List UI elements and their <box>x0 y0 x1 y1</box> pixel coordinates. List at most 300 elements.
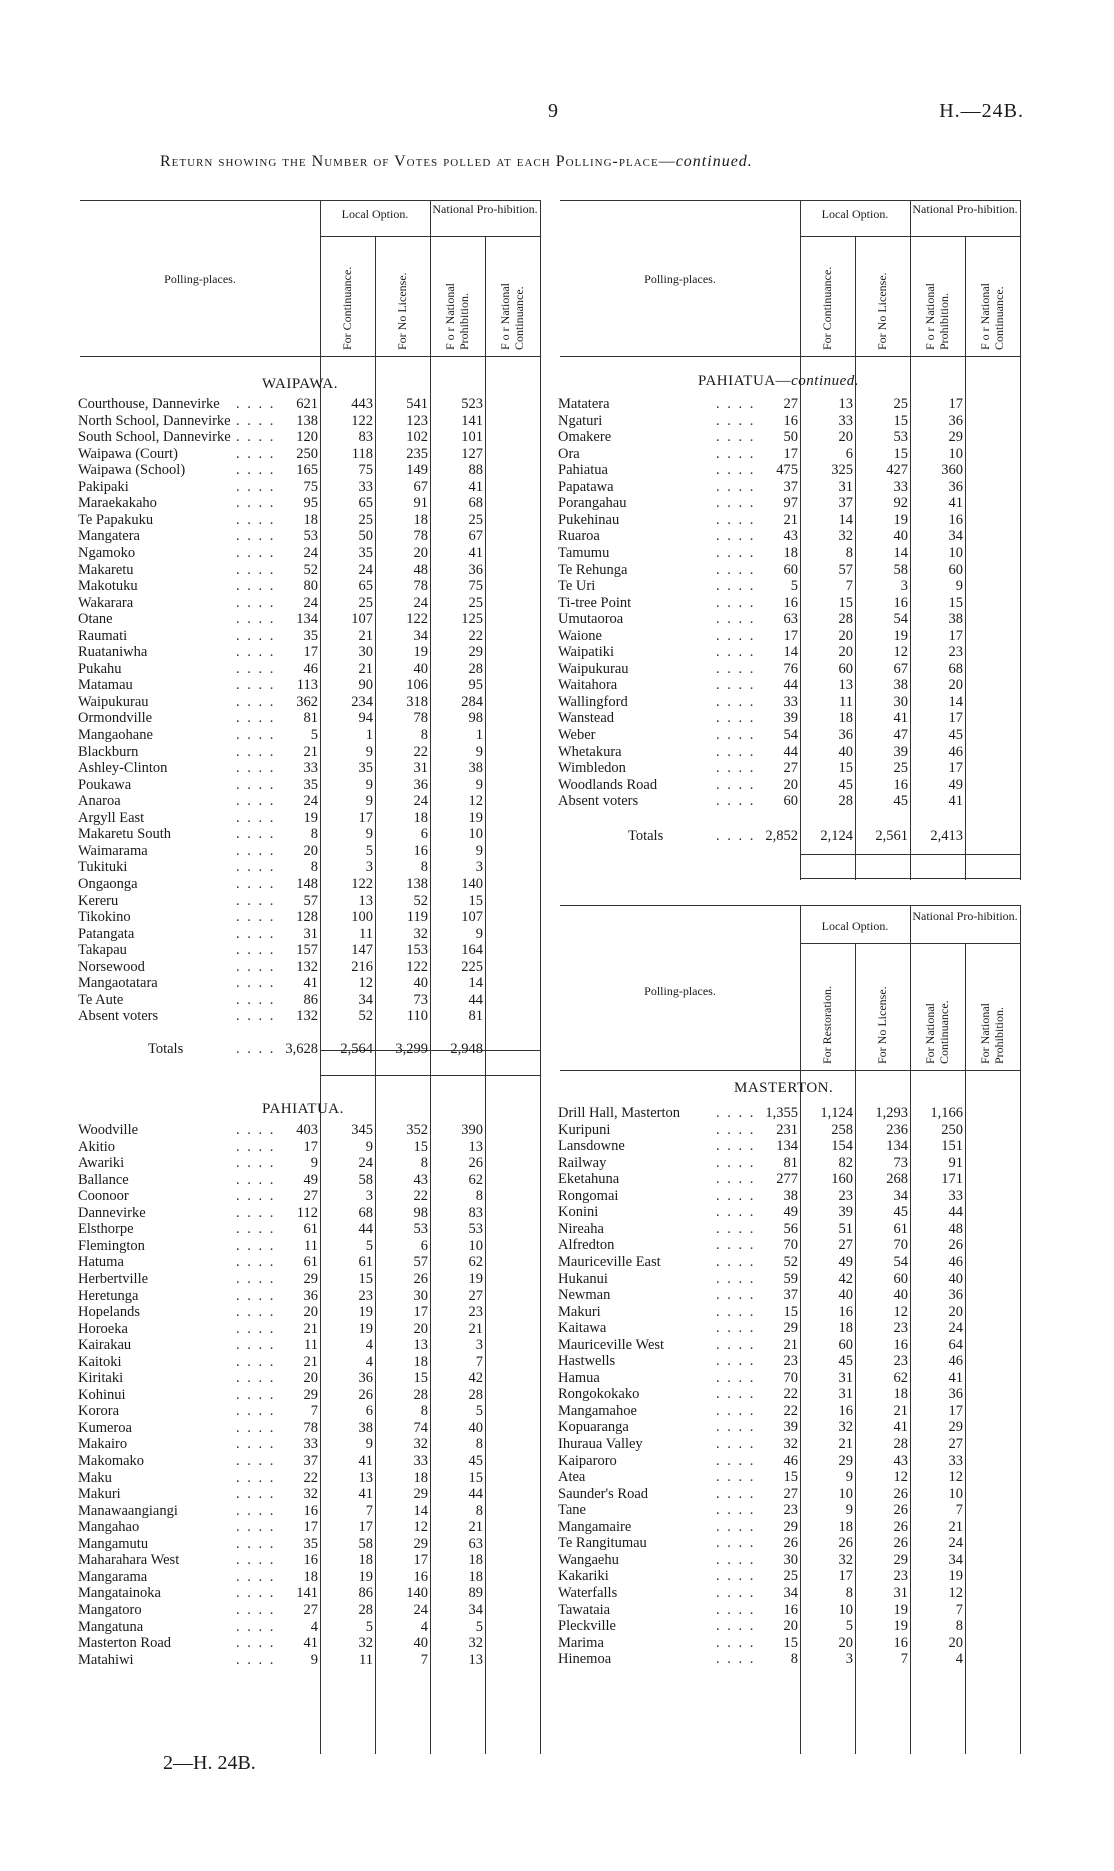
vote-count: 41 <box>468 478 483 495</box>
polling-place-name: Waitahora <box>558 677 618 694</box>
vote-count: 149 <box>406 462 428 479</box>
leader-dots: . . . . <box>236 1601 276 1618</box>
polling-place-name: Te Aute <box>78 991 124 1008</box>
leader-dots: . . . . <box>716 1171 756 1188</box>
vote-count: 148 <box>296 875 318 892</box>
vote-count: 16 <box>783 412 798 429</box>
leader-dots: . . . . <box>716 429 756 446</box>
vote-count: 107 <box>461 909 483 926</box>
vote-count: 17 <box>303 1519 318 1536</box>
vote-count: 81 <box>303 710 318 727</box>
vote-count: 3 <box>900 578 908 595</box>
vote-count: 17 <box>358 1519 373 1536</box>
leader-dots: . . . . <box>716 1469 756 1486</box>
polling-place-name: Hukanui <box>558 1270 608 1287</box>
vote-count: 18 <box>303 511 318 528</box>
vote-count: 5 <box>365 1618 373 1635</box>
vote-count: 138 <box>406 875 428 892</box>
polling-place-name: Matahiwi <box>78 1651 134 1668</box>
polling-place-name: Pakipaki <box>78 478 129 495</box>
vote-count: 3 <box>365 859 373 876</box>
polling-place-name: Umutaoroa <box>558 611 624 628</box>
vote-count: 9 <box>365 776 373 793</box>
vote-count: 8 <box>845 1584 853 1601</box>
leader-dots: . . . . <box>236 1419 276 1436</box>
vote-count: 46 <box>783 1452 798 1469</box>
vote-count: 12 <box>893 644 908 661</box>
vote-count: 27 <box>783 1485 798 1502</box>
vote-count: 164 <box>461 942 483 959</box>
leader-dots: . . . . <box>716 1502 756 1519</box>
vote-count: 26 <box>838 1535 853 1552</box>
leader-dots: . . . . <box>236 991 276 1008</box>
vote-count: 8 <box>790 1651 798 1668</box>
polling-place-name: Mauriceville West <box>558 1336 665 1353</box>
polling-place-name: Horoeka <box>78 1320 128 1337</box>
leader-dots: . . . . <box>716 478 756 495</box>
vote-count: 30 <box>783 1551 798 1568</box>
vote-count: 17 <box>303 644 318 661</box>
leader-dots: . . . . <box>236 1204 276 1221</box>
leader-dots: . . . . <box>236 1519 276 1536</box>
polling-place-name: Kuripuni <box>558 1121 611 1138</box>
vote-count: 7 <box>900 1651 908 1668</box>
polling-place-name: Waione <box>558 627 602 644</box>
polling-place-name: Tane <box>558 1502 586 1519</box>
leader-dots: . . . . <box>236 644 276 661</box>
vote-count: 33 <box>893 478 908 495</box>
leader-dots: . . . . <box>236 544 276 561</box>
leader-dots: . . . . <box>716 1353 756 1370</box>
polling-place-name: Ngaturi <box>558 412 603 429</box>
vote-count: 25 <box>893 396 908 412</box>
leader-dots: . . . . <box>716 627 756 644</box>
leader-dots: . . . . <box>236 1618 276 1635</box>
vote-count: 20 <box>838 1634 853 1651</box>
vote-count: 8 <box>310 826 318 843</box>
right-divider-4 <box>965 236 966 880</box>
vote-count: 29 <box>893 1551 908 1568</box>
vote-count: 91 <box>413 495 428 512</box>
leader-dots: . . . . <box>236 875 276 892</box>
vote-count: 59 <box>783 1270 798 1287</box>
left-for-national-prohibition-label: F o r National Prohibition. <box>443 283 471 350</box>
vote-count: 32 <box>838 1419 853 1436</box>
polling-place-name: Weber <box>558 727 596 743</box>
vote-count: 13 <box>413 1337 428 1354</box>
vote-count: 29 <box>303 1270 318 1287</box>
vote-count: 78 <box>413 528 428 545</box>
vote-count: 8 <box>475 1436 483 1453</box>
total-count: 2,852 <box>765 827 798 844</box>
vote-count: 57 <box>413 1254 428 1271</box>
vote-count: 9 <box>310 1651 318 1668</box>
leader-dots: . . . . <box>716 1402 756 1419</box>
vote-count: 39 <box>783 710 798 727</box>
vote-count: 345 <box>351 1122 373 1138</box>
polling-place-name: Mangaotatara <box>78 975 158 992</box>
vote-count: 4 <box>365 1337 373 1354</box>
vote-count: 26 <box>948 1237 963 1254</box>
masterton-divider-2 <box>855 943 856 1754</box>
polling-place-name: Kairakau <box>78 1337 132 1354</box>
leader-dots: . . . . <box>236 412 276 429</box>
total-count: 2,413 <box>930 827 963 844</box>
vote-count: 38 <box>358 1419 373 1436</box>
polling-place-name: Ruataniwha <box>78 644 148 661</box>
vote-count: 10 <box>948 1485 963 1502</box>
left-national-prohibition-header: National Pro-hibition. <box>432 202 538 216</box>
polling-place-name: Kaiparoro <box>558 1452 617 1469</box>
leader-dots: . . . . <box>236 1552 276 1569</box>
vote-count: 41 <box>468 544 483 561</box>
vote-count: 523 <box>461 396 483 412</box>
vote-count: 38 <box>468 760 483 777</box>
vote-count: 41 <box>948 1369 963 1386</box>
vote-count: 258 <box>831 1121 853 1138</box>
vote-count: 11 <box>839 693 853 710</box>
leader-dots: . . . . <box>716 462 756 479</box>
vote-count: 122 <box>351 412 373 429</box>
total-count: 2,561 <box>875 827 908 844</box>
vote-count: 32 <box>468 1635 483 1652</box>
vote-count: 15 <box>893 412 908 429</box>
polling-place-name: Maharahara West <box>78 1552 180 1569</box>
right-totals-bottom-rule <box>800 878 1020 879</box>
vote-count: 60 <box>893 1270 908 1287</box>
vote-count: 62 <box>468 1171 483 1188</box>
vote-count: 112 <box>296 1204 318 1221</box>
vote-count: 44 <box>948 1204 963 1221</box>
vote-count: 33 <box>413 1453 428 1469</box>
masterton-national-prohibition-header: National Pro-hibition. <box>912 909 1018 923</box>
polling-place-name: Ngamoko <box>78 544 136 561</box>
polling-place-name: Woodville <box>78 1122 139 1138</box>
polling-place-name: Maku <box>78 1469 112 1486</box>
vote-count: 10 <box>468 1237 483 1254</box>
leader-dots: . . . . <box>236 660 276 677</box>
vote-count: 18 <box>838 1320 853 1337</box>
vote-count: 86 <box>358 1585 373 1602</box>
vote-count: 8 <box>420 859 428 876</box>
section-title-waipawa: WAIPAWA. <box>262 376 338 392</box>
vote-count: 31 <box>413 760 428 777</box>
vote-count: 25 <box>783 1568 798 1585</box>
left-divider-5 <box>540 200 541 1754</box>
polling-place-name: Kohinui <box>78 1386 126 1403</box>
vote-count: 23 <box>893 1320 908 1337</box>
vote-count: 20 <box>838 627 853 644</box>
vote-count: 15 <box>838 594 853 611</box>
polling-place-name: Omakere <box>558 429 612 446</box>
vote-count: 28 <box>468 660 483 677</box>
vote-count: 100 <box>351 909 373 926</box>
vote-count: 18 <box>468 1568 483 1585</box>
vote-count: 29 <box>838 1452 853 1469</box>
vote-count: 82 <box>838 1154 853 1171</box>
polling-place-name: Mangaohane <box>78 727 153 743</box>
polling-place-name: Makomako <box>78 1453 145 1469</box>
vote-count: 23 <box>893 1353 908 1370</box>
vote-count: 63 <box>783 611 798 628</box>
polling-place-name: Kumeroa <box>78 1419 132 1436</box>
leader-dots: . . . . <box>236 1221 276 1238</box>
leader-dots: . . . . <box>236 1535 276 1552</box>
vote-count: 29 <box>948 429 963 446</box>
polling-place-name: Mangamahoe <box>558 1402 637 1419</box>
right-for-no-license-label: For No License. <box>875 272 889 350</box>
vote-count: 34 <box>893 1187 908 1204</box>
vote-count: 15 <box>783 1303 798 1320</box>
polling-place-name: Kereru <box>78 892 119 909</box>
vote-count: 140 <box>461 875 483 892</box>
vote-count: 32 <box>303 1486 318 1503</box>
vote-count: 7 <box>955 1502 963 1519</box>
vote-count: 141 <box>461 412 483 429</box>
vote-count: 58 <box>358 1171 373 1188</box>
leader-dots: . . . . <box>236 1287 276 1304</box>
vote-count: 7 <box>310 1403 318 1420</box>
vote-count: 60 <box>838 1336 853 1353</box>
right-group-rule <box>800 236 1020 237</box>
vote-count: 28 <box>838 611 853 628</box>
polling-place-name: Anaroa <box>78 793 121 810</box>
vote-count: 16 <box>893 1336 908 1353</box>
leader-dots: . . . . <box>716 1651 756 1668</box>
vote-count: 20 <box>948 677 963 694</box>
vote-count: 32 <box>358 1635 373 1652</box>
vote-count: 9 <box>365 1138 373 1155</box>
vote-count: 24 <box>413 1601 428 1618</box>
vote-count: 9 <box>365 1436 373 1453</box>
vote-count: 53 <box>468 1221 483 1238</box>
polling-place-name: Kopuaranga <box>558 1419 629 1436</box>
vote-count: 61 <box>303 1221 318 1238</box>
vote-count: 9 <box>955 578 963 595</box>
polling-place-name: Te Rehunga <box>558 561 628 578</box>
vote-count: 5 <box>310 727 318 743</box>
vote-count: 20 <box>838 429 853 446</box>
leader-dots: . . . . <box>236 1436 276 1453</box>
right-for-national-prohibition-label: F o r National Prohibition. <box>923 283 951 350</box>
polling-place-name: Pukahu <box>78 660 122 677</box>
polling-place-name: Raumati <box>78 627 128 644</box>
leader-dots: . . . . <box>716 1187 756 1204</box>
vote-count: 25 <box>468 511 483 528</box>
vote-count: 17 <box>413 1304 428 1321</box>
leader-dots: . . . . <box>716 1551 756 1568</box>
vote-count: 49 <box>783 1204 798 1221</box>
masterton-header-top-rule <box>560 905 1020 906</box>
vote-count: 73 <box>893 1154 908 1171</box>
leader-dots: . . . . <box>236 1008 276 1025</box>
vote-count: 20 <box>948 1303 963 1320</box>
vote-count: 54 <box>893 1253 908 1270</box>
leader-dots: . . . . <box>236 975 276 992</box>
vote-count: 67 <box>413 478 428 495</box>
vote-count: 18 <box>413 1469 428 1486</box>
vote-count: 13 <box>468 1138 483 1155</box>
vote-count: 31 <box>838 1386 853 1403</box>
vote-count: 24 <box>303 793 318 810</box>
vote-count: 40 <box>893 528 908 545</box>
total-count: 2,948 <box>450 1040 483 1057</box>
vote-count: 19 <box>893 1618 908 1635</box>
vote-count: 1,166 <box>930 1105 963 1121</box>
vote-count: 27 <box>948 1436 963 1452</box>
vote-count: 30 <box>893 693 908 710</box>
polling-place-name: Marima <box>558 1634 604 1651</box>
polling-place-name: Makaretu <box>78 561 134 578</box>
vote-count: 45 <box>893 793 908 810</box>
leader-dots: . . . . <box>236 627 276 644</box>
vote-count: 15 <box>413 1138 428 1155</box>
vote-count: 78 <box>413 710 428 727</box>
vote-count: 18 <box>468 1552 483 1569</box>
vote-count: 24 <box>413 594 428 611</box>
vote-count: 101 <box>461 429 483 446</box>
polling-place-name: Tikokino <box>78 909 131 926</box>
vote-count: 36 <box>948 478 963 495</box>
vote-count: 17 <box>838 1568 853 1585</box>
polling-place-name: Absent voters <box>78 1008 159 1025</box>
vote-count: 19 <box>358 1304 373 1321</box>
vote-count: 110 <box>406 1008 428 1025</box>
vote-count: 22 <box>303 1469 318 1486</box>
vote-count: 119 <box>406 909 428 926</box>
vote-count: 26 <box>413 1270 428 1287</box>
leader-dots: . . . . <box>236 1155 276 1172</box>
polling-place-name: Tawataia <box>558 1601 611 1618</box>
vote-count: 19 <box>468 809 483 826</box>
polling-place-name: Kaitawa <box>558 1320 607 1337</box>
vote-count: 21 <box>358 627 373 644</box>
leader-dots: . . . . <box>716 594 756 611</box>
polling-place-name: Rongokokako <box>558 1386 640 1403</box>
leader-dots: . . . . <box>716 1220 756 1237</box>
leader-dots: . . . . <box>236 693 276 710</box>
vote-count: 61 <box>358 1254 373 1271</box>
vote-count: 9 <box>845 1469 853 1486</box>
vote-count: 140 <box>406 1585 428 1602</box>
leader-dots: . . . . <box>236 727 276 743</box>
vote-count: 44 <box>783 743 798 760</box>
vote-count: 98 <box>468 710 483 727</box>
vote-count: 277 <box>776 1171 798 1188</box>
polling-place-name: Manawaangiangi <box>78 1502 178 1519</box>
polling-place-name: Matamau <box>78 677 133 694</box>
polling-place-name: Papatawa <box>558 478 614 495</box>
vote-count: 427 <box>886 462 908 479</box>
vote-count: 20 <box>413 1320 428 1337</box>
page-number: 9 <box>548 100 558 122</box>
title-continued: continued. <box>675 153 753 170</box>
vote-count: 30 <box>358 644 373 661</box>
vote-count: 32 <box>783 1436 798 1452</box>
vote-count: 231 <box>776 1121 798 1138</box>
leader-dots: . . . . <box>236 561 276 578</box>
vote-count: 18 <box>358 1552 373 1569</box>
right-polling-places-header: Polling-places. <box>644 272 716 286</box>
leader-dots: . . . . <box>236 1188 276 1205</box>
vote-count: 9 <box>475 743 483 760</box>
vote-count: 13 <box>358 1469 373 1486</box>
polling-place-name: Pleckville <box>558 1618 616 1635</box>
vote-count: 21 <box>948 1518 963 1535</box>
vote-count: 24 <box>948 1320 963 1337</box>
vote-count: 23 <box>783 1502 798 1519</box>
vote-count: 18 <box>413 809 428 826</box>
masterton-for-no-license-label: For No License. <box>875 986 889 1064</box>
leader-dots: . . . . <box>236 528 276 545</box>
vote-count: 12 <box>413 1519 428 1536</box>
vote-count: 19 <box>303 809 318 826</box>
leader-dots: . . . . <box>236 892 276 909</box>
vote-count: 13 <box>838 677 853 694</box>
vote-count: 12 <box>893 1303 908 1320</box>
vote-count: 20 <box>303 1304 318 1321</box>
vote-count: 28 <box>838 793 853 810</box>
vote-count: 16 <box>303 1552 318 1569</box>
left-for-national-continuance-label: F o r National Continuance. <box>498 283 526 350</box>
vote-count: 138 <box>296 412 318 429</box>
vote-count: 41 <box>948 495 963 512</box>
vote-count: 22 <box>413 743 428 760</box>
vote-count: 58 <box>358 1535 373 1552</box>
vote-count: 17 <box>783 627 798 644</box>
leader-dots: . . . . <box>236 445 276 462</box>
leader-dots: . . . . <box>716 727 756 743</box>
vote-count: 41 <box>358 1486 373 1503</box>
vote-count: 11 <box>359 925 373 942</box>
vote-count: 73 <box>413 991 428 1008</box>
vote-count: 16 <box>838 1303 853 1320</box>
polling-place-name: Drill Hall, Masterton <box>558 1105 681 1121</box>
vote-count: 46 <box>948 1353 963 1370</box>
vote-count: 21 <box>303 1353 318 1370</box>
leader-dots: . . . . <box>716 611 756 628</box>
vote-count: 19 <box>468 1270 483 1287</box>
vote-count: 57 <box>303 892 318 909</box>
leader-dots: . . . . <box>236 478 276 495</box>
vote-count: 10 <box>948 544 963 561</box>
leader-dots: . . . . <box>716 1452 756 1469</box>
polling-place-name: Heretunga <box>78 1287 139 1304</box>
polling-place-name: Maraekakaho <box>78 495 157 512</box>
leader-dots: . . . . <box>236 1453 276 1469</box>
vote-count: 15 <box>783 1469 798 1486</box>
leader-dots: . . . . <box>716 511 756 528</box>
vote-count: 102 <box>406 429 428 446</box>
vote-count: 18 <box>838 1518 853 1535</box>
vote-count: 22 <box>413 1188 428 1205</box>
vote-count: 83 <box>358 429 373 446</box>
leader-dots: . . . . <box>716 1535 756 1552</box>
vote-count: 18 <box>838 710 853 727</box>
vote-count: 5 <box>475 1403 483 1420</box>
vote-count: 40 <box>413 660 428 677</box>
vote-count: 37 <box>303 1453 318 1469</box>
vote-count: 39 <box>838 1204 853 1221</box>
vote-count: 52 <box>783 1253 798 1270</box>
vote-count: 60 <box>783 793 798 810</box>
leader-dots: . . . . <box>236 1171 276 1188</box>
vote-count: 403 <box>296 1122 318 1138</box>
vote-count: 15 <box>468 1469 483 1486</box>
leader-dots: . . . . <box>236 594 276 611</box>
vote-count: 78 <box>413 578 428 595</box>
polling-place-name: Awariki <box>78 1155 125 1172</box>
